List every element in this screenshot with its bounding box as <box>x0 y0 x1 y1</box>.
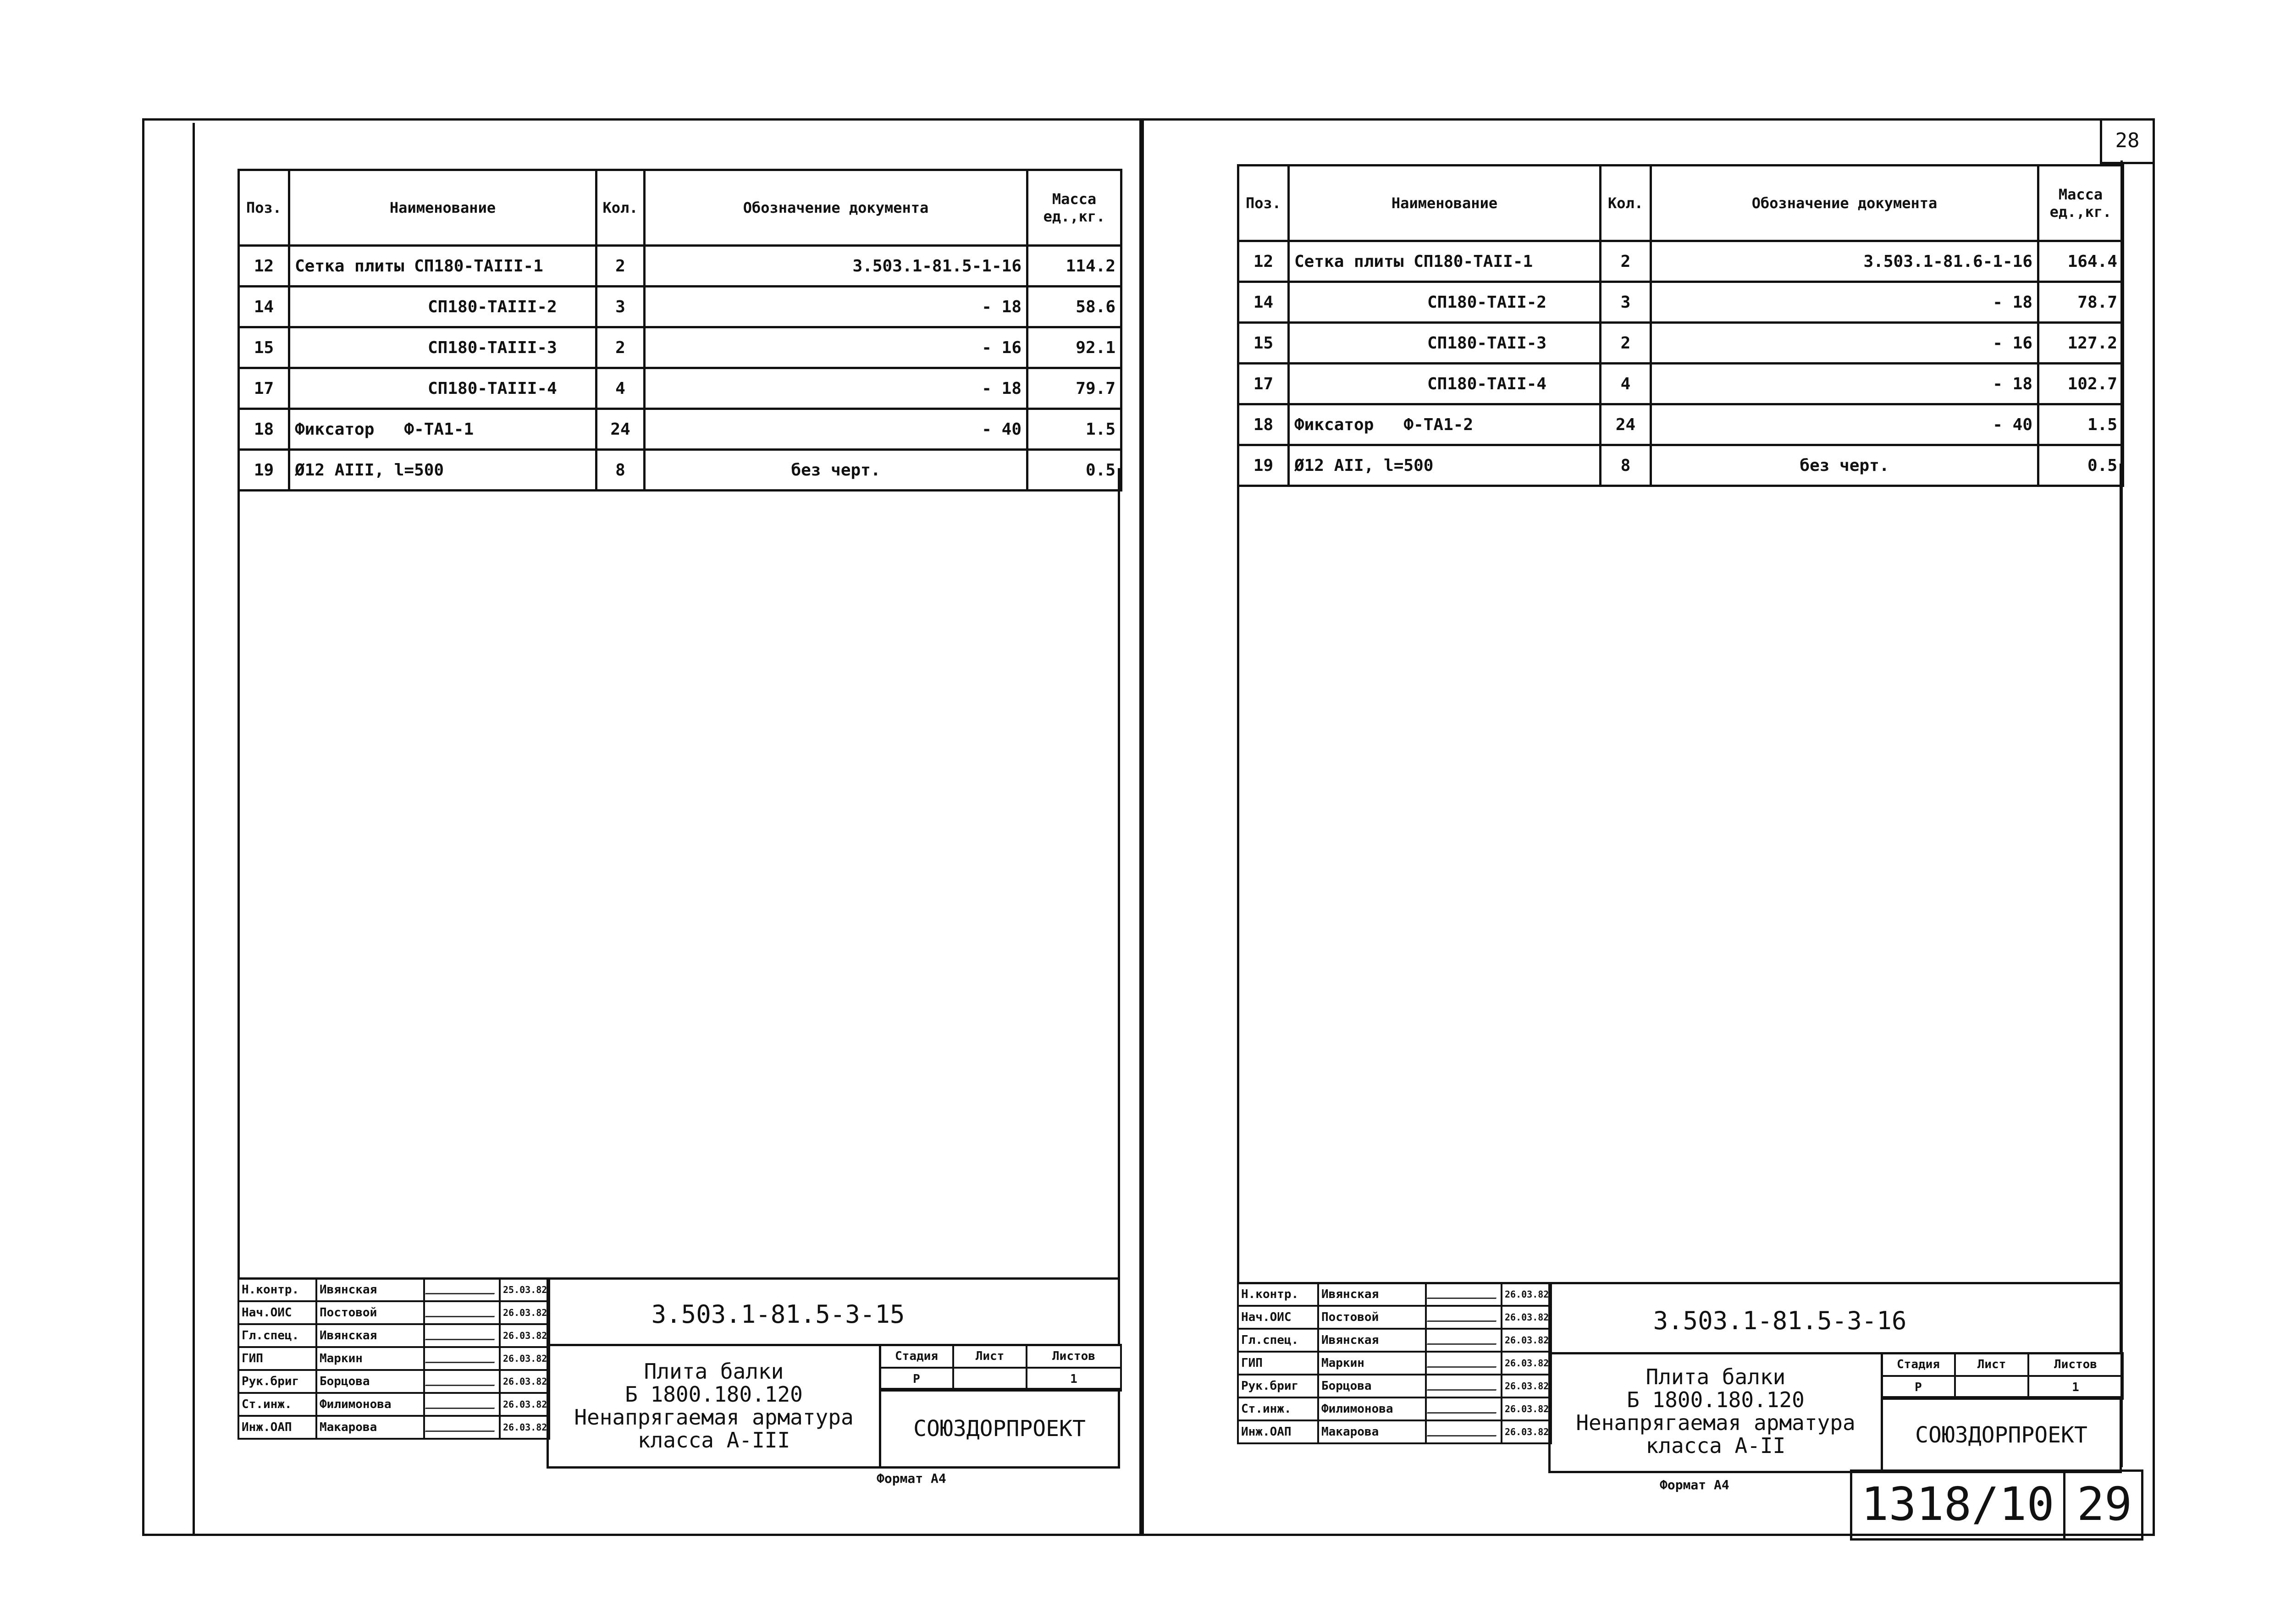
left-spec-table <box>237 169 1122 492</box>
right-title-box <box>1548 1352 1883 1473</box>
row-doc: - 18 <box>645 287 1027 327</box>
sig-name: Макарова <box>316 1416 424 1439</box>
table-row <box>239 246 1121 287</box>
sig-name: Борцова <box>316 1370 424 1393</box>
table-row <box>1238 282 2123 323</box>
row-mass: 164.4 <box>2038 241 2123 282</box>
row-qty: 4 <box>596 368 645 409</box>
sig-mark <box>424 1416 500 1439</box>
row-name: СП180-ТАII-3 <box>1289 323 1601 364</box>
left-spec-header <box>239 170 1121 246</box>
sheet-label: Лист <box>1955 1353 2028 1376</box>
corner-page-number: 28 <box>2115 129 2140 152</box>
sig-role: Нач.ОИС <box>1238 1306 1318 1329</box>
row-doc: - 18 <box>1651 364 2038 404</box>
sig-date: 26.03.82 <box>500 1393 549 1416</box>
right-org-box <box>1881 1396 2122 1473</box>
signature-row <box>238 1324 549 1347</box>
header-pos: Поз. <box>1238 166 1289 241</box>
right-title <box>1551 1365 1881 1457</box>
row-mass: 0.5 <box>1027 450 1121 491</box>
sig-name: Постовой <box>1318 1306 1426 1329</box>
sig-name: Филимонова <box>316 1393 424 1416</box>
row-mass: 1.5 <box>1027 409 1121 450</box>
sig-date: 26.03.82 <box>1502 1420 1551 1443</box>
sheet-label: Лист <box>953 1345 1027 1368</box>
sig-mark <box>424 1393 500 1416</box>
sig-name: Ивянская <box>316 1324 424 1347</box>
sig-date: 25.03.82 <box>500 1278 549 1301</box>
header-qty: Кол. <box>596 170 645 246</box>
row-pos: 12 <box>1238 241 1289 282</box>
row-mass: 92.1 <box>1027 327 1121 368</box>
archive-page: 29 <box>2076 1477 2132 1531</box>
sig-date: 26.03.82 <box>1502 1283 1551 1306</box>
row-pos: 19 <box>239 450 289 491</box>
signature-row <box>238 1416 549 1439</box>
sig-role: Ст.инж. <box>238 1393 316 1416</box>
header-name: Наименование <box>289 170 596 246</box>
row-qty: 24 <box>1601 404 1651 445</box>
table-row <box>239 409 1121 450</box>
sig-role: Гл.спец. <box>238 1324 316 1347</box>
row-qty: 3 <box>596 287 645 327</box>
sheets-label: Листов <box>1027 1345 1121 1368</box>
row-qty: 2 <box>596 327 645 368</box>
row-doc: без черт. <box>645 450 1027 491</box>
sig-role: Нач.ОИС <box>238 1301 316 1324</box>
sheet-value <box>1955 1376 2028 1399</box>
sheet-value <box>953 1368 1027 1391</box>
row-pos: 18 <box>1238 404 1289 445</box>
signature-row <box>1238 1329 1551 1352</box>
row-mass: 79.7 <box>1027 368 1121 409</box>
row-pos: 18 <box>239 409 289 450</box>
title-line-2: Б 1800.180.120 <box>625 1382 803 1407</box>
row-qty: 24 <box>596 409 645 450</box>
header-qty: Кол. <box>1601 166 1651 241</box>
sig-role: Инж.ОАП <box>1238 1420 1318 1443</box>
left-doc-code: 3.503.1-81.5-3-15 <box>651 1300 905 1329</box>
row-qty: 8 <box>596 450 645 491</box>
sig-mark <box>1426 1283 1502 1306</box>
sig-name: Ивянская <box>1318 1329 1426 1352</box>
row-doc: 3.503.1-81.5-1-16 <box>645 246 1027 287</box>
sig-name: Борцова <box>1318 1375 1426 1398</box>
row-mass: 58.6 <box>1027 287 1121 327</box>
stage-label: Стадия <box>880 1345 953 1368</box>
title-line-3: Ненапрягаемая арматура <box>1576 1410 1855 1435</box>
row-name: СП180-ТАIII-4 <box>289 368 596 409</box>
table-row <box>1238 323 2123 364</box>
signature-row <box>238 1347 549 1370</box>
right-spec-body <box>1237 464 2122 1284</box>
sig-date: 26.03.82 <box>500 1301 549 1324</box>
left-title <box>549 1360 879 1452</box>
row-name: СП180-ТАIII-2 <box>289 287 596 327</box>
row-name: Сетка плиты СП180-ТАIII-1 <box>289 246 596 287</box>
right-spec-header <box>1238 166 2123 241</box>
right-org-name: СОЮЗДОРПРОЕКТ <box>1915 1422 2087 1448</box>
row-mass: 102.7 <box>2038 364 2123 404</box>
stage-label: Стадия <box>1882 1353 1955 1376</box>
signature-row <box>1238 1398 1551 1420</box>
sig-role: Ст.инж. <box>1238 1398 1318 1420</box>
sig-mark <box>424 1278 500 1301</box>
header-mass: Масса ед.,кг. <box>1027 170 1121 246</box>
signature-row <box>238 1393 549 1416</box>
title-line-1: Плита балки <box>644 1359 784 1384</box>
archive-number-box <box>1850 1469 2143 1541</box>
row-qty: 2 <box>1601 241 1651 282</box>
row-qty: 3 <box>1601 282 1651 323</box>
table-row <box>1238 241 2123 282</box>
row-name: СП180-ТАIII-3 <box>289 327 596 368</box>
signature-row <box>238 1278 549 1301</box>
header-pos: Поз. <box>239 170 289 246</box>
row-mass: 127.2 <box>2038 323 2123 364</box>
left-spec-body <box>237 468 1120 1280</box>
left-org-box <box>879 1388 1120 1469</box>
row-name: Фиксатор Ф-ТА1-2 <box>1289 404 1601 445</box>
sig-mark <box>424 1324 500 1347</box>
row-doc: - 18 <box>645 368 1027 409</box>
stage-value: Р <box>880 1368 953 1391</box>
sig-role: Инж.ОАП <box>238 1416 316 1439</box>
row-doc: - 40 <box>645 409 1027 450</box>
left-signature-block <box>237 1277 550 1440</box>
sig-role: Н.контр. <box>1238 1283 1318 1306</box>
sig-name: Маркин <box>316 1347 424 1370</box>
sig-mark <box>1426 1375 1502 1398</box>
right-code-box <box>1548 1282 2122 1354</box>
left-code-box <box>547 1277 1120 1346</box>
left-format-label: Формат А4 <box>877 1471 946 1486</box>
sig-mark <box>1426 1398 1502 1420</box>
right-signature-block <box>1237 1282 1552 1444</box>
sig-date: 26.03.82 <box>1502 1306 1551 1329</box>
row-name: СП180-ТАII-4 <box>1289 364 1601 404</box>
sig-date: 26.03.82 <box>1502 1352 1551 1375</box>
sig-mark <box>1426 1352 1502 1375</box>
row-doc: без черт. <box>1651 445 2038 486</box>
left-org-name: СОЮЗДОРПРОЕКТ <box>913 1416 1086 1442</box>
signature-row <box>238 1370 549 1393</box>
archive-divider <box>2063 1472 2065 1541</box>
header-mass: Масса ед.,кг. <box>2038 166 2123 241</box>
sig-date: 26.03.82 <box>1502 1329 1551 1352</box>
sig-mark <box>424 1347 500 1370</box>
signature-row <box>1238 1306 1551 1329</box>
sig-role: Гл.спец. <box>1238 1329 1318 1352</box>
row-name: Ø12 АII, l=500 <box>1289 445 1601 486</box>
header-name: Наименование <box>1289 166 1601 241</box>
left-stage-table <box>879 1344 1122 1392</box>
title-line-4: класса А-III <box>637 1428 790 1453</box>
sig-role: Н.контр. <box>238 1278 316 1301</box>
row-name: Сетка плиты СП180-ТАII-1 <box>1289 241 1601 282</box>
left-title-box <box>547 1344 881 1469</box>
sig-mark <box>424 1370 500 1393</box>
sig-date: 26.03.82 <box>500 1370 549 1393</box>
sig-name: Ивянская <box>316 1278 424 1301</box>
signature-row <box>1238 1283 1551 1306</box>
signature-row <box>1238 1375 1551 1398</box>
title-line-3: Ненапрягаемая арматура <box>574 1405 854 1430</box>
title-line-2: Б 1800.180.120 <box>1627 1387 1805 1412</box>
sig-date: 26.03.82 <box>500 1347 549 1370</box>
sig-date: 26.03.82 <box>500 1416 549 1439</box>
sheets-value: 1 <box>1027 1368 1121 1391</box>
sheets-value: 1 <box>2028 1376 2123 1399</box>
row-doc: - 16 <box>645 327 1027 368</box>
sig-name: Маркин <box>1318 1352 1426 1375</box>
header-doc: Обозначение документа <box>645 170 1027 246</box>
sig-mark <box>1426 1329 1502 1352</box>
row-name: Фиксатор Ф-ТА1-1 <box>289 409 596 450</box>
signature-row <box>1238 1352 1551 1375</box>
sig-date: 26.03.82 <box>1502 1375 1551 1398</box>
sig-name: Макарова <box>1318 1420 1426 1443</box>
title-line-1: Плита балки <box>1645 1364 1786 1389</box>
row-qty: 4 <box>1601 364 1651 404</box>
sig-mark <box>1426 1306 1502 1329</box>
sig-role: Рук.бриг <box>238 1370 316 1393</box>
title-line-4: класса А-II <box>1645 1433 1786 1458</box>
row-name: Ø12 АIII, l=500 <box>289 450 596 491</box>
table-row <box>239 327 1121 368</box>
archive-number: 1318/10 <box>1861 1477 2054 1531</box>
row-pos: 12 <box>239 246 289 287</box>
sig-role: ГИП <box>1238 1352 1318 1375</box>
row-pos: 19 <box>1238 445 1289 486</box>
row-doc: - 16 <box>1651 323 2038 364</box>
sig-role: Рук.бриг <box>1238 1375 1318 1398</box>
sig-name: Постовой <box>316 1301 424 1324</box>
row-qty: 8 <box>1601 445 1651 486</box>
signature-row <box>1238 1420 1551 1443</box>
signature-row <box>238 1301 549 1324</box>
row-pos: 15 <box>1238 323 1289 364</box>
row-doc: 3.503.1-81.6-1-16 <box>1651 241 2038 282</box>
sig-role: ГИП <box>238 1347 316 1370</box>
row-pos: 14 <box>1238 282 1289 323</box>
row-mass: 78.7 <box>2038 282 2123 323</box>
row-pos: 17 <box>1238 364 1289 404</box>
row-pos: 17 <box>239 368 289 409</box>
sig-name: Филимонова <box>1318 1398 1426 1420</box>
row-pos: 14 <box>239 287 289 327</box>
header-doc: Обозначение документа <box>1651 166 2038 241</box>
right-format-label: Формат А4 <box>1660 1477 1729 1492</box>
sheets-label: Листов <box>2028 1353 2123 1376</box>
table-row <box>239 368 1121 409</box>
row-qty: 2 <box>1601 323 1651 364</box>
table-row <box>239 287 1121 327</box>
table-row <box>1238 364 2123 404</box>
sig-mark <box>1426 1420 1502 1443</box>
corner-page-box <box>2100 118 2155 164</box>
right-spec-table <box>1237 164 2124 487</box>
row-mass: 0.5 <box>2038 445 2123 486</box>
row-mass: 114.2 <box>1027 246 1121 287</box>
right-doc-code: 3.503.1-81.5-3-16 <box>1653 1306 1907 1335</box>
sig-date: 26.03.82 <box>500 1324 549 1347</box>
stage-value: Р <box>1882 1376 1955 1399</box>
row-doc: - 40 <box>1651 404 2038 445</box>
row-mass: 1.5 <box>2038 404 2123 445</box>
sig-date: 26.03.82 <box>1502 1398 1551 1420</box>
sig-name: Ивянская <box>1318 1283 1426 1306</box>
right-stage-table <box>1881 1352 2124 1400</box>
row-pos: 15 <box>239 327 289 368</box>
row-name: СП180-ТАII-2 <box>1289 282 1601 323</box>
row-qty: 2 <box>596 246 645 287</box>
row-doc: - 18 <box>1651 282 2038 323</box>
sig-mark <box>424 1301 500 1324</box>
table-row <box>1238 404 2123 445</box>
